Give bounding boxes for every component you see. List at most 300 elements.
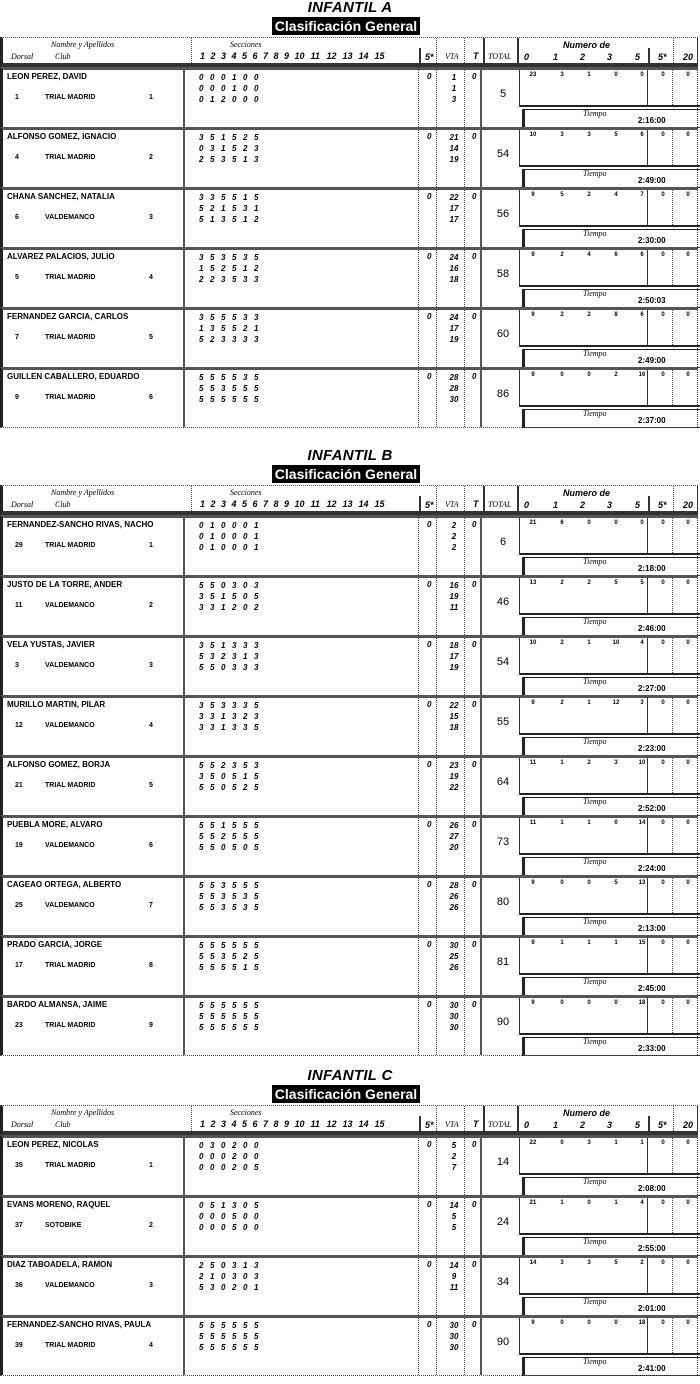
divider: [418, 70, 419, 127]
section-score: 5: [210, 843, 215, 852]
table-header: [0, 485, 698, 515]
divider: [480, 758, 482, 815]
rider-total: 55: [496, 716, 510, 728]
divider: [483, 486, 485, 511]
divider: [697, 998, 698, 1055]
rider-position: 6: [149, 842, 153, 849]
section-score: 5: [221, 1343, 226, 1352]
score-count: 9: [531, 700, 535, 706]
section-score: 5: [254, 843, 259, 852]
divider: [480, 1318, 482, 1375]
lap-row: [199, 334, 265, 345]
rider-position: 3: [149, 214, 153, 221]
score-count: 5: [614, 880, 618, 886]
score-count: 15: [638, 940, 646, 946]
divider: [697, 1318, 698, 1375]
section-score: 5: [210, 1023, 215, 1032]
header-total: TOTAL: [488, 1120, 512, 1129]
score-count: 11: [529, 760, 537, 766]
section-score: 5: [199, 941, 204, 950]
section-score: 0: [243, 1201, 248, 1210]
header-t: T: [473, 51, 479, 61]
section-score: 2: [210, 335, 215, 344]
divider: [480, 818, 482, 875]
section-number: 3: [221, 1119, 227, 1129]
header-count-col: 0: [524, 500, 530, 510]
section-score: 5: [254, 821, 259, 830]
rider-position: 9: [149, 1022, 153, 1029]
lap-row: [199, 842, 265, 853]
score-count: 1: [587, 640, 591, 646]
divider: [418, 518, 419, 575]
rider-lap-totals: [443, 880, 465, 913]
five-star-count: 0: [661, 940, 665, 946]
rider-lap-totals: [443, 1320, 465, 1353]
score-count: 10: [638, 760, 646, 766]
divider: [183, 70, 185, 127]
rider-time-box: [522, 557, 700, 576]
lap-total: 26: [449, 963, 459, 972]
divider: [464, 70, 465, 127]
lap-total: 1: [451, 73, 457, 82]
table-bottom-border: [0, 1055, 698, 1056]
section-score: 1: [221, 133, 226, 142]
rider-score-counts: [519, 190, 700, 227]
lap-total: 21: [449, 133, 459, 142]
divider: [191, 486, 192, 511]
rider-time: 2:08:00: [638, 1184, 666, 1193]
section-score: 5: [232, 1212, 237, 1221]
score-count: 6: [640, 252, 644, 258]
rider-time-penalty: 0: [472, 700, 477, 709]
section-score: 0: [232, 532, 237, 541]
divider: [697, 938, 698, 995]
section-score: 3: [199, 641, 204, 650]
rider-five-star: 0: [427, 940, 432, 949]
header-club: Club: [55, 500, 71, 509]
rider-five-star: 0: [427, 192, 432, 201]
score-count: 0: [560, 1000, 564, 1006]
section-score: 5: [232, 193, 237, 202]
section-number: 5: [242, 51, 248, 61]
divider: [464, 578, 465, 635]
divider: [418, 1258, 419, 1315]
rider-time: 2:55:00: [638, 1244, 666, 1253]
section-score: 3: [199, 603, 204, 612]
divider: [480, 518, 482, 575]
lap-row: [199, 72, 265, 83]
section-score: 3: [210, 723, 215, 732]
section-score: 3: [232, 701, 237, 710]
section-score: 3: [254, 1272, 259, 1281]
section-score: 5: [210, 641, 215, 650]
divider: [419, 1116, 421, 1131]
rider-score-counts: [519, 758, 700, 795]
rider-name: ALFONSO GOMEZ, IGNACIO: [7, 132, 117, 141]
header-count-col: 1: [553, 500, 559, 510]
rider-lap-totals: [443, 1140, 465, 1173]
section-score: 0: [254, 95, 259, 104]
rider-club: TRIAL MADRID: [45, 274, 96, 281]
lap-row: [199, 1211, 265, 1222]
tiempo-label: Tiempo: [583, 409, 607, 418]
rider-dorsal: 3: [15, 662, 19, 669]
rider-club: TRIAL MADRID: [45, 394, 96, 401]
section-score: 1: [221, 204, 226, 213]
five-star-count: 0: [661, 312, 665, 318]
category-block: [0, 448, 700, 1059]
section-score: 5: [210, 313, 215, 322]
lap-total: 19: [449, 772, 459, 781]
divider: [697, 1138, 698, 1195]
section-score: 3: [199, 253, 204, 262]
section-number: 13: [342, 499, 353, 509]
lap-total: 30: [449, 1332, 459, 1341]
section-score: 3: [210, 1141, 215, 1150]
score-count: 0: [560, 372, 564, 378]
section-score: 3: [232, 641, 237, 650]
score-count: 9: [531, 940, 535, 946]
section-score: 0: [243, 532, 248, 541]
divider: [183, 1318, 185, 1375]
rider-total: 54: [496, 148, 510, 160]
divider: [418, 698, 419, 755]
section-score: 5: [199, 1321, 204, 1330]
divider: [672, 310, 673, 345]
lap-row: [199, 962, 265, 973]
section-score: 3: [232, 1272, 237, 1281]
rider-time-box: [522, 1177, 700, 1196]
section-number: 8: [273, 499, 279, 509]
five-star-count: 0: [661, 1320, 665, 1326]
divider: [183, 638, 185, 695]
divider: [647, 1318, 648, 1353]
five-star-count: 0: [661, 820, 665, 826]
section-score: 3: [254, 663, 259, 672]
section-score: 5: [221, 324, 226, 333]
divider: [480, 370, 482, 427]
header-five-star: 5*: [425, 52, 434, 62]
section-score: 0: [221, 1141, 226, 1150]
section-score: 5: [232, 843, 237, 852]
section-score: 1: [210, 215, 215, 224]
divider: [647, 1198, 648, 1233]
divider: [418, 130, 419, 187]
rider-row: [0, 127, 698, 187]
section-score: 3: [243, 663, 248, 672]
rider-time-penalty: 0: [472, 640, 477, 649]
section-score: 5: [199, 1012, 204, 1021]
divider: [647, 1138, 648, 1173]
section-score: 5: [221, 313, 226, 322]
section-score: 5: [199, 963, 204, 972]
rider-dorsal: 12: [15, 722, 23, 729]
rider-time-box: [522, 977, 700, 996]
rider-five-star: 0: [427, 372, 432, 381]
lap-total: 2: [451, 543, 457, 552]
header-nombre: Nombre y Apellidos: [51, 1108, 115, 1117]
divider: [480, 998, 482, 1055]
score-count: 14: [529, 1260, 537, 1266]
section-score: 0: [243, 1152, 248, 1161]
divider: [647, 698, 648, 733]
score-count: 9: [531, 192, 535, 198]
rider-time-box: [522, 169, 700, 188]
section-score: 0: [199, 1152, 204, 1161]
section-score: 0: [199, 144, 204, 153]
divider: [647, 250, 648, 285]
section-score: 5: [232, 892, 237, 901]
section-score: 0: [254, 1152, 259, 1161]
lap-total: 2: [451, 532, 457, 541]
divider: [480, 310, 482, 367]
tiempo-label: Tiempo: [583, 977, 607, 986]
section-score: 5: [254, 1012, 259, 1021]
section-score: 5: [232, 1012, 237, 1021]
section-score: 3: [221, 275, 226, 284]
section-score: 1: [210, 521, 215, 530]
section-score: 2: [243, 952, 248, 961]
score-count: 1: [560, 1200, 564, 1206]
rider-position: 2: [149, 602, 153, 609]
rider-lap-scores: [199, 760, 265, 793]
section-score: 3: [210, 603, 215, 612]
divider: [480, 1258, 482, 1315]
lap-total: 27: [449, 832, 459, 841]
divider: [697, 578, 698, 635]
section-score: 0: [243, 843, 248, 852]
rider-time-box: [522, 229, 700, 248]
divider: [672, 758, 673, 793]
score-count: 0: [614, 1000, 618, 1006]
section-number: 3: [221, 499, 227, 509]
header-numero-de: Numero de: [563, 488, 611, 498]
rider-dorsal: 23: [15, 1022, 23, 1029]
rider-row: [0, 755, 698, 815]
score-count: 0: [587, 1320, 591, 1326]
twenty-count: 0: [686, 1200, 690, 1206]
section-score: 5: [199, 373, 204, 382]
header-vta: VTA: [445, 500, 459, 509]
divider: [672, 1198, 673, 1233]
rider-five-star: 0: [427, 252, 432, 261]
section-score: 0: [243, 84, 248, 93]
rider-club: TRIAL MADRID: [45, 962, 96, 969]
section-score: 5: [199, 395, 204, 404]
section-score: 1: [232, 73, 237, 82]
divider: [647, 998, 648, 1033]
section-score: 5: [199, 832, 204, 841]
divider: [647, 310, 648, 345]
section-score: 5: [232, 1332, 237, 1341]
section-score: 0: [232, 543, 237, 552]
score-count: 0: [640, 72, 644, 78]
section-score: 5: [232, 275, 237, 284]
section-score: 3: [254, 313, 259, 322]
section-score: 5: [243, 832, 248, 841]
rider-name: CAGEAO ORTEGA, ALBERTO: [7, 880, 122, 889]
section-score: 5: [199, 843, 204, 852]
section-number: 12: [326, 1119, 337, 1129]
section-score: 2: [243, 324, 248, 333]
category-title: INFANTIL C: [307, 1067, 393, 1084]
rider-row: [0, 935, 698, 995]
lap-row: [199, 1022, 265, 1033]
rider-total: 54: [496, 656, 510, 668]
lap-total: 20: [449, 843, 459, 852]
rider-score-counts: [519, 638, 700, 675]
header-count-col: 1: [553, 1120, 559, 1130]
section-number: 6: [252, 1119, 258, 1129]
five-star-count: 0: [661, 372, 665, 378]
divider: [436, 1138, 437, 1195]
section-score: 0: [221, 73, 226, 82]
tiempo-label: Tiempo: [583, 677, 607, 686]
rider-five-star: 0: [427, 640, 432, 649]
score-count: 0: [614, 820, 618, 826]
divider: [183, 698, 185, 755]
divider: [647, 130, 648, 165]
section-number: 4: [231, 499, 237, 509]
tiempo-label: Tiempo: [583, 109, 607, 118]
twenty-count: 0: [686, 580, 690, 586]
twenty-count: 0: [686, 520, 690, 526]
score-count: 8: [614, 312, 618, 318]
section-score: 5: [210, 663, 215, 672]
section-score: 0: [210, 1152, 215, 1161]
divider: [418, 1138, 419, 1195]
lap-row: [199, 203, 265, 214]
rider-club: TRIAL MADRID: [45, 1342, 96, 1349]
rider-lap-scores: [199, 192, 265, 225]
lap-total: 22: [449, 701, 459, 710]
lap-total: 18: [449, 275, 459, 284]
rider-position: 1: [149, 542, 153, 549]
section-score: 5: [210, 1201, 215, 1210]
divider: [647, 70, 648, 105]
tiempo-label: Tiempo: [583, 917, 607, 926]
rider-score-counts: [519, 70, 700, 107]
section-score: 5: [210, 133, 215, 142]
section-score: 1: [254, 521, 259, 530]
lap-total: 19: [449, 663, 459, 672]
section-score: 5: [232, 384, 237, 393]
section-score: 5: [210, 1012, 215, 1021]
lap-total: 28: [449, 384, 459, 393]
lap-total: 16: [449, 264, 459, 273]
section-score: 5: [243, 1023, 248, 1032]
section-score: 0: [221, 1272, 226, 1281]
five-star-count: 0: [661, 1000, 665, 1006]
section-score: 5: [199, 881, 204, 890]
section-score: 1: [254, 543, 259, 552]
rider-lap-scores: [199, 252, 265, 285]
lap-row: [199, 940, 265, 951]
rider-time: 2:24:00: [638, 864, 666, 873]
divider: [697, 638, 698, 695]
section-score: 3: [221, 384, 226, 393]
section-score: 5: [232, 253, 237, 262]
divider: [647, 638, 648, 673]
section-score: 5: [210, 253, 215, 262]
lap-total: 30: [449, 1001, 459, 1010]
rider-club: TRIAL MADRID: [45, 334, 96, 341]
divider: [436, 250, 437, 307]
section-score: 3: [232, 335, 237, 344]
section-score: 0: [243, 603, 248, 612]
rider-club: VALDEMANCO: [45, 1282, 95, 1289]
lap-total: 14: [449, 1261, 459, 1270]
rider-time-box: [522, 1237, 700, 1256]
section-score: 2: [199, 275, 204, 284]
rider-lap-scores: [199, 372, 265, 405]
section-score: 5: [232, 204, 237, 213]
rider-name: FERNANDEZ-SANCHO RIVAS, PAULA: [7, 1320, 152, 1329]
header-count-col: 3: [607, 1120, 613, 1130]
score-count: 3: [587, 1260, 591, 1266]
section-score: 0: [243, 1163, 248, 1172]
lap-total: 30: [449, 1012, 459, 1021]
divider: [697, 1198, 698, 1255]
rider-five-star: 0: [427, 1260, 432, 1269]
rider-position: 5: [149, 334, 153, 341]
section-score: 5: [243, 384, 248, 393]
header-total: TOTAL: [488, 500, 512, 509]
rider-name: ALVAREZ PALACIOS, JULIO: [7, 252, 115, 261]
lap-row: [199, 312, 265, 323]
divider: [418, 998, 419, 1055]
header-count-col: 0: [524, 52, 530, 62]
rider-time-box: [522, 1037, 700, 1056]
section-number: 12: [326, 51, 337, 61]
section-score: 1: [243, 215, 248, 224]
rider-time: 2:18:00: [638, 564, 666, 573]
section-score: 3: [221, 701, 226, 710]
section-score: 5: [210, 1332, 215, 1341]
section-score: 0: [243, 1223, 248, 1232]
section-score: 3: [254, 652, 259, 661]
rider-club: TRIAL MADRID: [45, 542, 96, 549]
divider: [419, 48, 421, 63]
rider-time-penalty: 0: [472, 520, 477, 529]
section-score: 5: [232, 373, 237, 382]
section-score: 5: [221, 1321, 226, 1330]
lap-row: [199, 143, 265, 154]
header-five-star-count: 5*: [658, 1120, 667, 1130]
section-score: 1: [232, 84, 237, 93]
table-header: [0, 1105, 698, 1135]
rider-score-counts: [519, 938, 700, 975]
divider: [418, 1198, 419, 1255]
rider-club: SOTOBIKE: [45, 1222, 82, 1229]
header-count-col: 5: [635, 500, 641, 510]
rider-score-counts: [519, 370, 700, 407]
divider: [183, 818, 185, 875]
divider: [436, 370, 437, 427]
rider-time-box: [522, 1297, 700, 1316]
section-score: 1: [221, 723, 226, 732]
section-score: 3: [243, 903, 248, 912]
rider-score-counts: [519, 998, 700, 1035]
rider-time: 2:37:00: [638, 416, 666, 425]
score-count: 1: [587, 72, 591, 78]
rider-total: 64: [496, 776, 510, 788]
section-score: 5: [210, 832, 215, 841]
divider: [436, 1198, 437, 1255]
section-score: 2: [221, 264, 226, 273]
section-score: 0: [199, 1201, 204, 1210]
header-vta: VTA: [445, 52, 459, 61]
